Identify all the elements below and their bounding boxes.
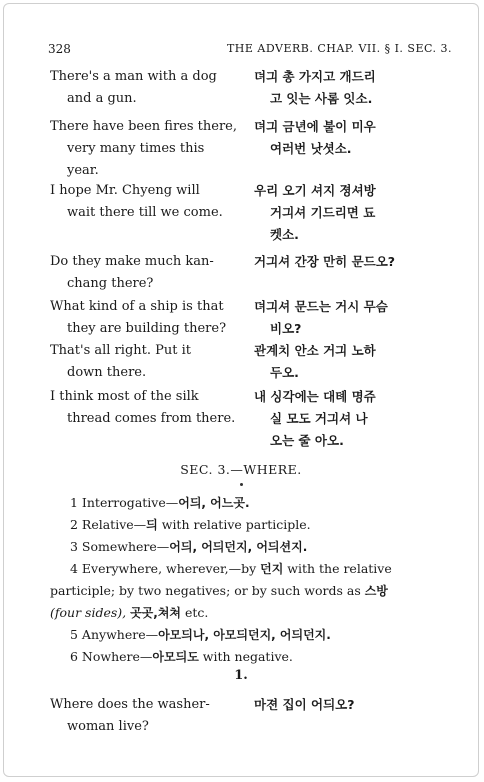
list-item: 4 Everywhere, wherever,—by 던지 with the relative participle; by two negatives; or by such words as 스방 (four sides), 곳곳,쳐쳐 etc.	[50, 561, 392, 620]
english-sentence: There's a man with a dog and a gun.	[50, 69, 217, 106]
korean-sentence: 내 싱각에는 대톄 명쥬 실 모도 거긔셔 나 오는 줄 아오.	[254, 389, 376, 448]
list-item: 2 Relative—듸 with relative participle.	[70, 517, 311, 532]
english-sentence: Where does the washer- woman live?	[50, 697, 210, 734]
list-item: 5 Anywhere—아모듸나, 아모듸던지, 어듸던지.	[70, 627, 331, 642]
section-heading: SEC. 3.—WHERE.	[180, 462, 302, 477]
english-sentence: That's all right. Put it down there.	[50, 343, 192, 380]
english-sentence: Do they make much kan- chang there?	[50, 254, 214, 291]
list-item: 6 Nowhere—아모듸도 with negative.	[70, 649, 293, 664]
english-sentence: I think most of the silk thread comes from there.	[50, 389, 236, 426]
list-item: 1 Interrogative—어듸, 어느곳.	[70, 495, 250, 510]
english-sentence: What kind of a ship is that they are building there?	[50, 299, 227, 336]
korean-sentence: 우리 오기 셔지 졍셔방 거긔셔 기드리면 됴 켓소.	[254, 183, 376, 242]
page-header	[48, 42, 452, 60]
korean-sentence: 관계치 안소 거긔 노하 두오.	[254, 343, 376, 380]
running-title: THE ADVERB. CHAP. VII. § I. SEC. 3.	[226, 42, 452, 55]
english-sentence: I hope Mr. Chyeng will wait there till we come.	[50, 183, 223, 220]
decorative-dot	[240, 483, 243, 486]
korean-sentence: 거긔셔 간장 만히 문드오?	[254, 254, 396, 269]
korean-sentence: 마젼 집이 어듸오?	[254, 697, 355, 712]
exercise-number: 1.	[234, 668, 248, 683]
korean-sentence: 뎌긔셔 문드는 거시 무슴 비오?	[254, 299, 388, 336]
english-sentence: There have been fires there, very many times this year.	[50, 119, 237, 178]
korean-sentence: 뎌긔 금년에 불이 미우 여러번 낫셧소.	[254, 119, 376, 156]
korean-sentence: 뎌긔 총 가지고 개드리 고 잇는 사롬 잇소.	[254, 69, 376, 106]
book-page	[3, 3, 479, 777]
list-item: 3 Somewhere—어듸, 어듸던지, 어듸션지.	[70, 539, 308, 554]
page-number: 328	[48, 42, 71, 56]
